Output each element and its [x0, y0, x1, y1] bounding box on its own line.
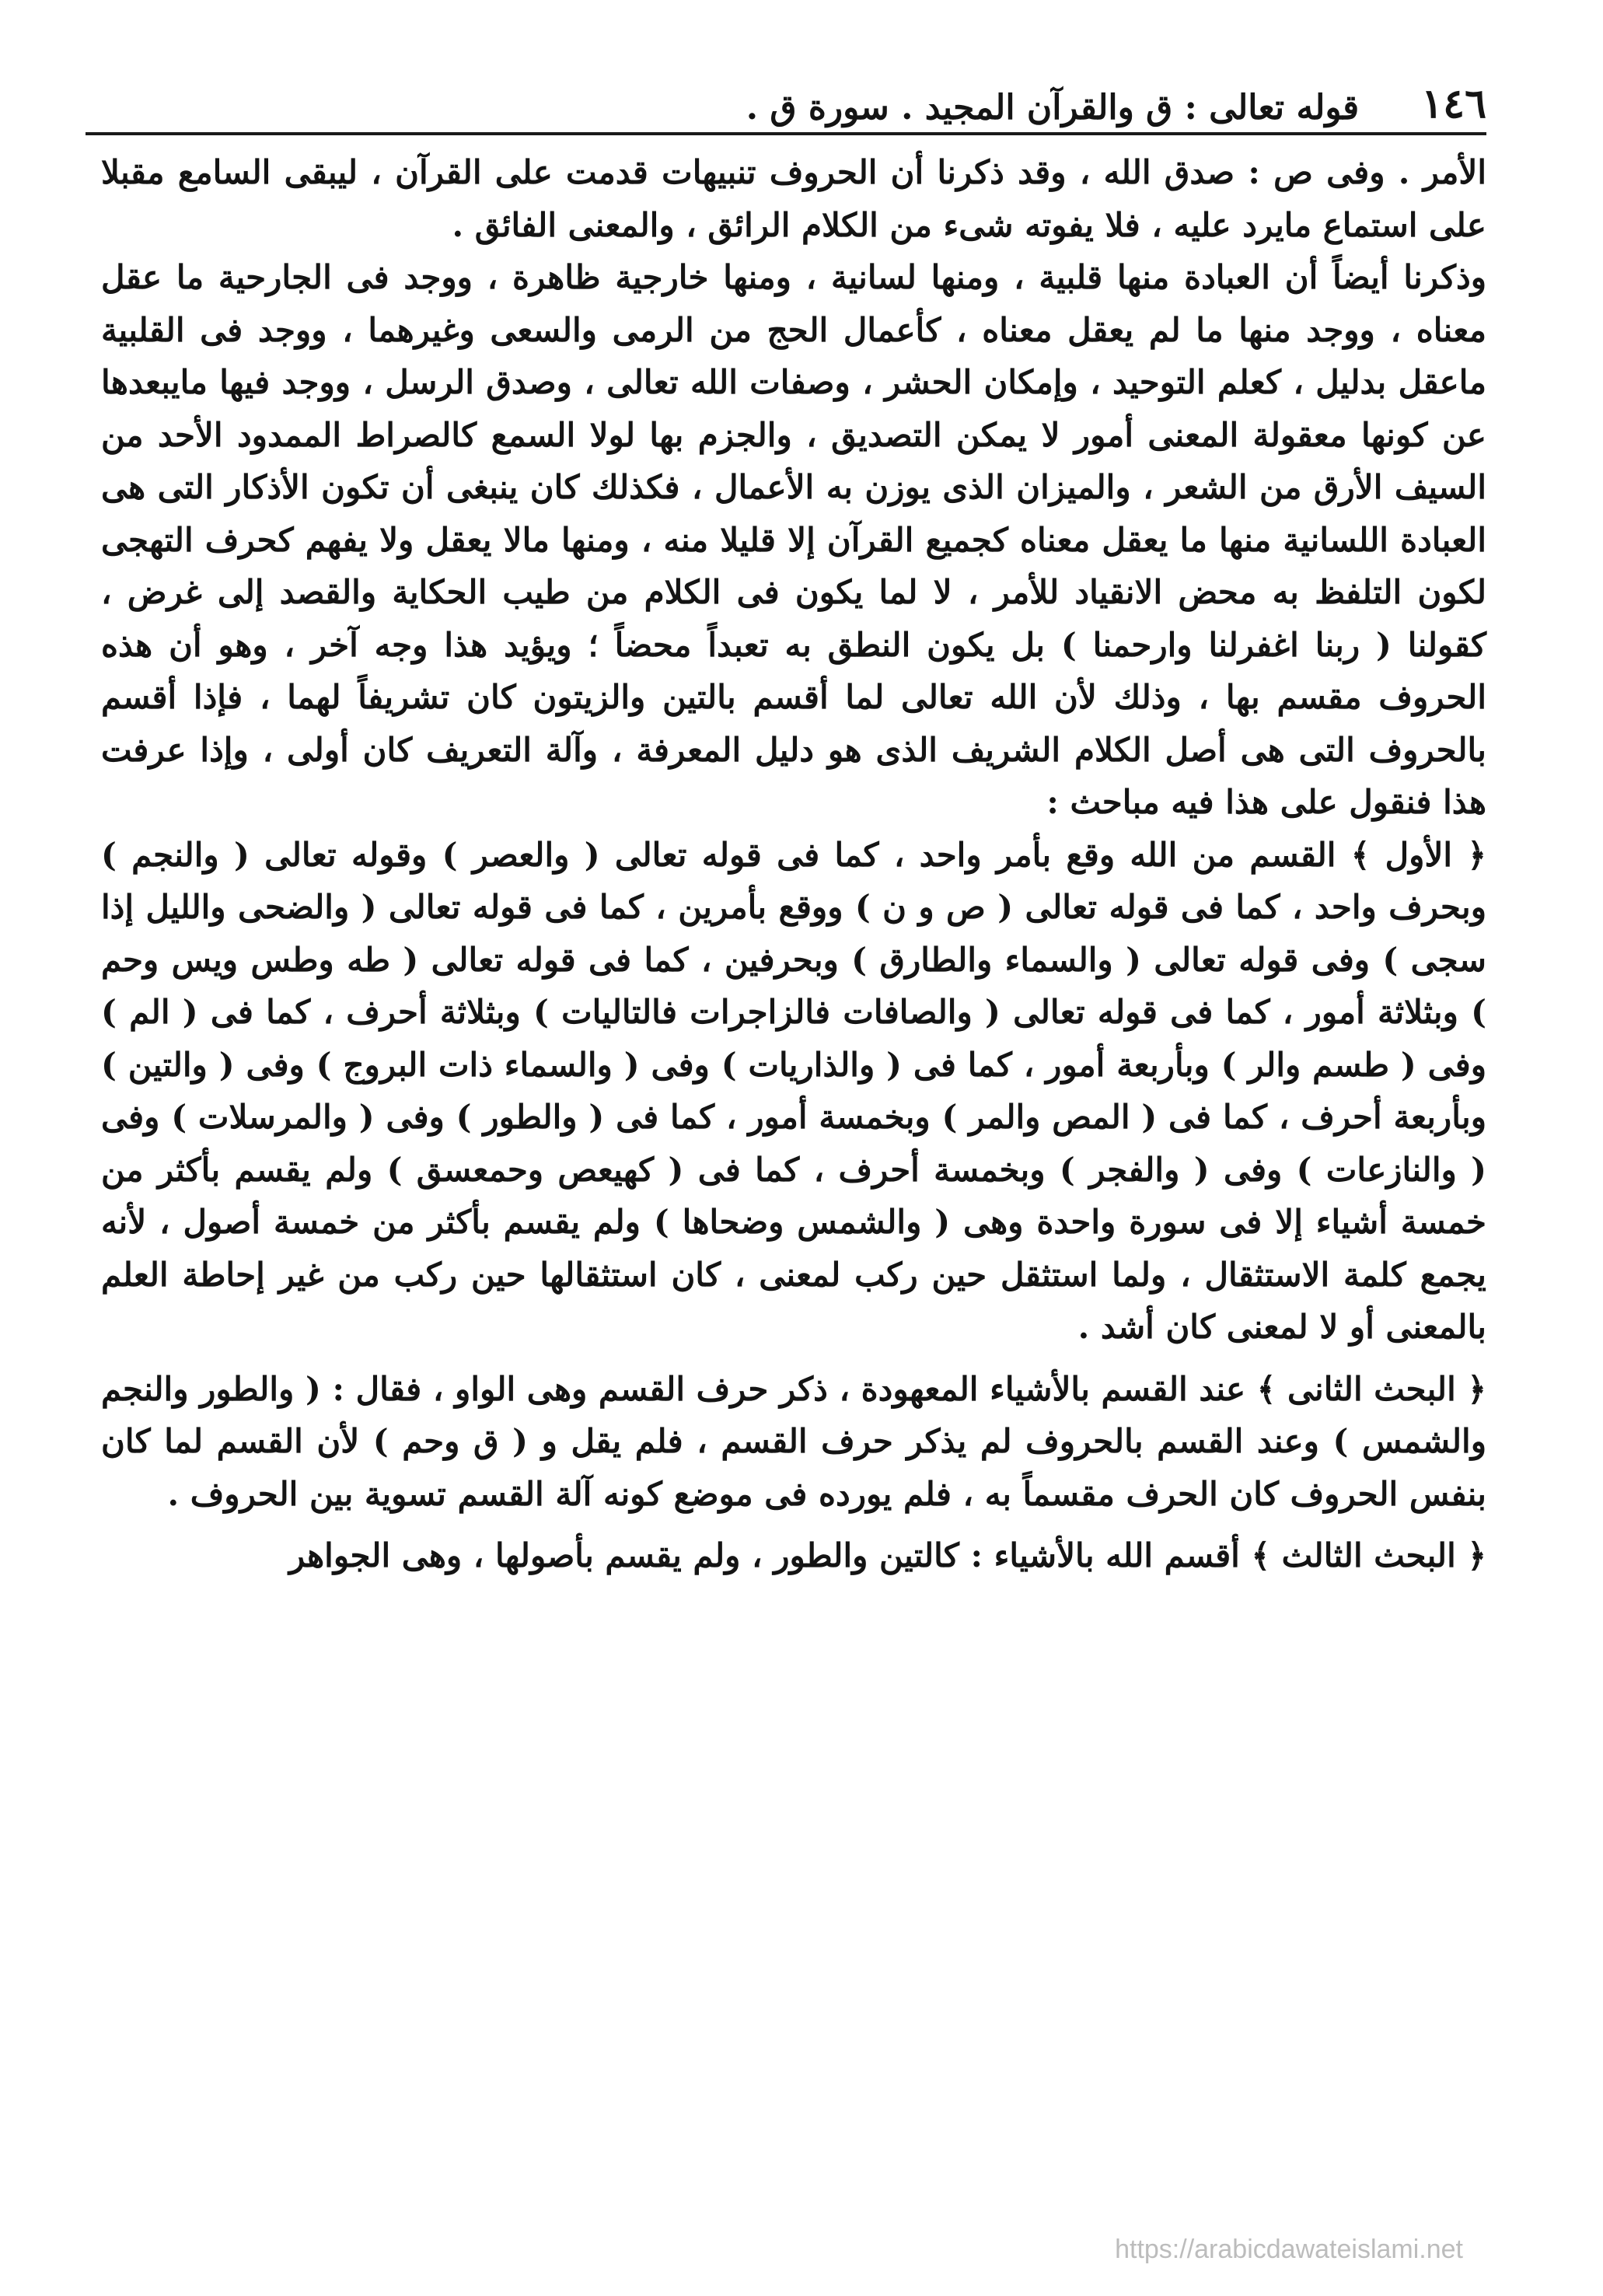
header-divider [86, 132, 1486, 135]
paragraph: ﴿ الأول ﴾ القسم من الله وقع بأمر واحد ، كما فى قوله تعالى ( والعصر ) وقوله تعالى ( والنجم ) وبحرف واحد ، كما فى قوله تعالى ( ص و ن ) ووقع بأمرين ، كما فى قوله تعالى ( والضحى والليل إذا سجى ) وفى قوله تعالى ( والسماء والطارق ) وبحرفين ، كما فى قوله تعالى ( طه وطس ويس وحم ) وبثلاثة أمور ، كما فى قوله تعالى ( والصافات فالزاجرات فالتاليات ) وبثلاثة أحرف ، كما فى ( الم ) وفى ( طسم والر ) وبأربعة أمور ، كما فى ( والذاريات ) وفى ( والسماء ذات البروج ) وفى ( والتين ) وبأربعة أحرف ، كما فى ( المص والمر ) وبخمسة أمور ، كما فى ( والطور ) وفى ( والمرسلات ) وفى ( والنازعات ) وفى ( والفجر ) وبخمسة أحرف ، كما فى ( كهيعص وحمعسق ) ولم يقسم بأكثر من خمسة أشياء إلا فى سورة واحدة وهى ( والشمس وضحاها ) ولم يقسم بأكثر من خمسة أصول ، لأنه يجمع كلمة الاستثقال ، ولما استثقل حين ركب لمعنى ، كان استثقالها حين ركب من غير إحاطة العلم بالمعنى أو لا لمعنى كان أشد . [101, 835, 1486, 1346]
paragraph: ﴿ البحث الثالث ﴾ أقسم الله بالأشياء : كالتين والطور ، ولم يقسم بأصولها ، وهى الجواهر [288, 1536, 1486, 1574]
running-title: قوله تعالى : ق والقرآن المجيد . سورة ق . [746, 88, 1360, 128]
paragraph: وذكرنا أيضاً أن العبادة منها قلبية ، ومنها لسانية ، ومنها خارجية ظاهرة ، ووجد فى الجارحية ما عقل معناه ، ووجد منها ما لم يعقل معناه ، كأعمال الحج من الرمى والسعى وغيرهما ، ووجد فى القلبية ماعقل بدليل ، كعلم التوحيد ، وإمكان الحشر ، وصفات الله تعالى ، وصدق الرسل ، ووجد فيها مايبعدها عن كونها معقولة المعنى أمور لا يمكن التصديق ، والجزم بها لولا السمع كالصراط الممدود الأحد من السيف الأرق من الشعر ، والميزان الذى يوزن به الأعمال ، فكذلك كان ينبغى أن تكون الأذكار التى هى العبادة اللسانية منها ما يعقل معناه كجميع القرآن إلا قليلا منه ، ومنها مالا يعقل ولا يفهم كحرف التهجى لكون التلفظ به محض الانقياد للأمر ، لا لما يكون فى الكلام من طيب الحكاية والقصد إلى غرض ، كقولنا ( ربنا اغفرلنا وارحمنا ) بل يكون النطق به تعبداً محضاً ؛ ويؤيد هذا وجه آخر ، وهو أن هذه الحروف مقسم بها ، وذلك لأن الله تعالى لما أقسم بالتين والزيتون كان تشريفاً لهما ، فإذا أقسم بالحروف التى هى أصل الكلام الشريف الذى هو دليل المعرفة ، وآلة التعريف كان أولى ، وإذا عرفت هذا فنقول على هذا فيه مباحث : [101, 258, 1486, 821]
page-number: ١٤٦ [1421, 80, 1486, 128]
paragraph: ﴿ البحث الثانى ﴾ عند القسم بالأشياء المعهودة ، ذكر حرف القسم وهى الواو ، فقال : ( والطور والنجم والشمس ) وعند القسم بالحروف لم يذكر حرف القسم ، فلم يقل و ( ق وحم ) لأن القسم لما كان بنفس الحروف كان الحرف مقسماً به ، فلم يورده فى موضع كونه آلة القسم تسوية بين الحروف . [101, 1369, 1486, 1513]
page-header [86, 65, 1486, 128]
watermark-url: https://arabicdawateislami.net [1115, 2235, 1463, 2264]
body-text [101, 146, 1486, 1582]
paragraph: الأمر . وفى ص : صدق الله ، وقد ذكرنا أن الحروف تنبيهات قدمت على القرآن ، ليبقى السامع مقبلا على استماع مايرد عليه ، فلا يفوته شىء من الكلام الرائق ، والمعنى الفائق . [101, 153, 1486, 244]
